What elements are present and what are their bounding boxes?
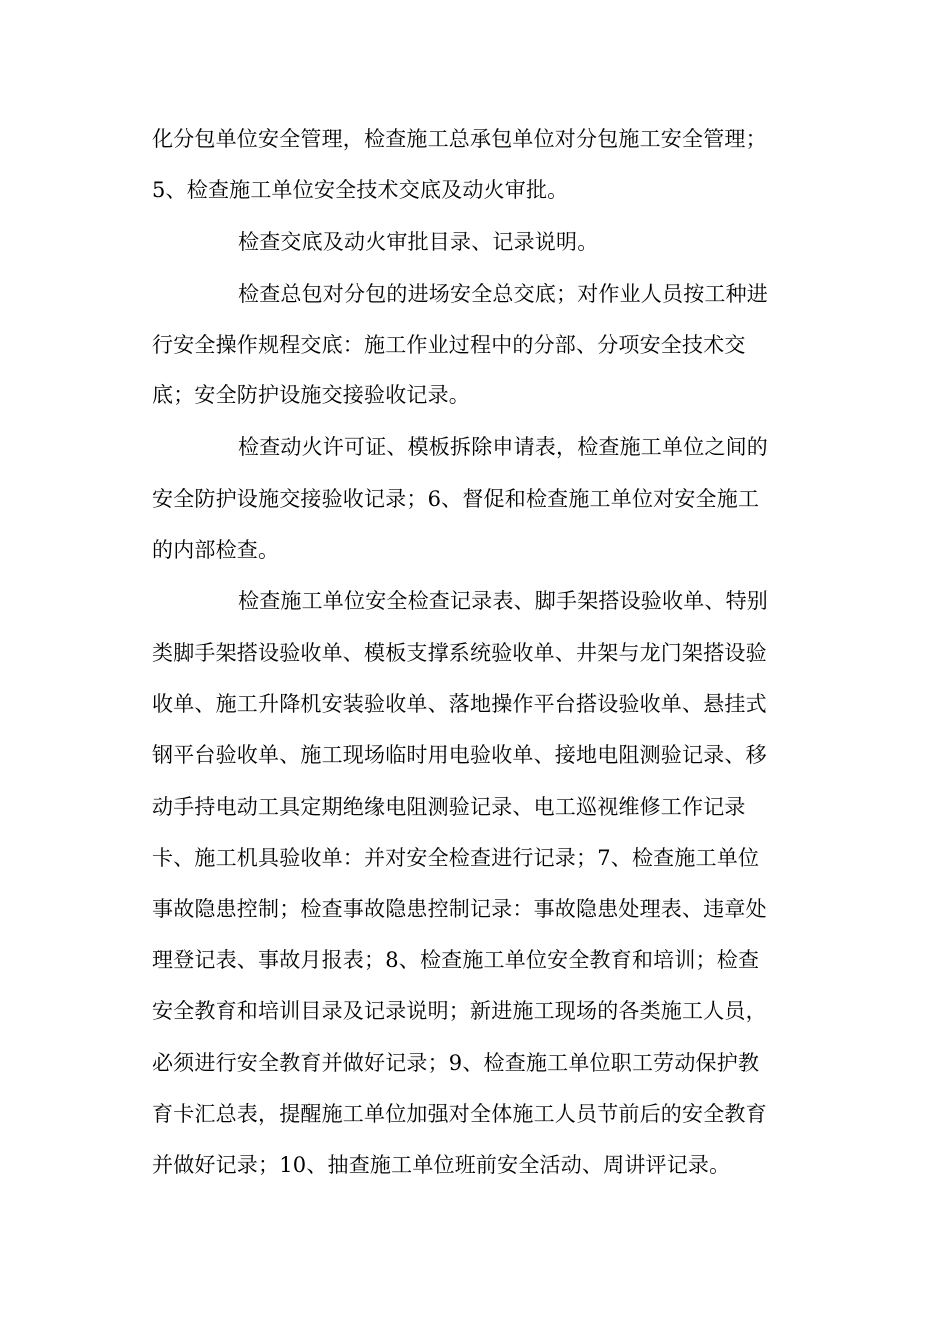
paragraph-first-line: 检查交底及动火审批目录、记录说明。: [238, 230, 599, 254]
text-line: 钢平台验收单、施工现场临时用电验收单、接地电阻测验记录、移: [152, 743, 767, 767]
text-line: 行安全操作规程交底：施工作业过程中的分部、分项安全技术交: [152, 333, 746, 357]
text-line: 并做好记录；10、抽查施工单位班前安全活动、周讲评记录。: [152, 1153, 731, 1177]
text-line: 的内部检查。: [152, 538, 280, 562]
text-line: 化分包单位安全管理，检查施工总承包单位对分包施工安全管理；: [152, 127, 767, 151]
paragraph-first-line: 检查动火许可证、模板拆除申请表，检查施工单位之间的: [238, 435, 768, 459]
text-line: 安全防护设施交接验收记录；6、督促和检查施工单位对安全施工: [152, 487, 760, 511]
text-line: 事故隐患控制；检查事故隐患控制记录：事故隐患处理表、违章处: [152, 897, 767, 921]
text-line: 收单、施工升降机安装验收单、落地操作平台搭设验收单、悬挂式: [152, 692, 767, 716]
text-line: 理登记表、事故月报表；8、检查施工单位安全教育和培训；检查: [152, 948, 760, 972]
text-line: 必须进行安全教育并做好记录；9、检查施工单位职工劳动保护教: [152, 1051, 760, 1075]
text-line: 安全教育和培训目录及记录说明；新进施工现场的各类施工人员，: [152, 999, 767, 1023]
text-line: 底；安全防护设施交接验收记录。: [152, 383, 470, 407]
paragraph-first-line: 检查总包对分包的进场安全总交底；对作业人员按工种进: [238, 282, 768, 306]
text-line: 卡、施工机具验收单：并对安全检查进行记录；7、检查施工单位: [152, 846, 760, 870]
text-line: 类脚手架搭设验收单、模板支撑系统验收单、井架与龙门架搭设验: [152, 641, 767, 665]
paragraph-first-line: 检查施工单位安全检查记录表、脚手架搭设验收单、特别: [238, 589, 768, 613]
text-line: 动手持电动工具定期绝缘电阻测验记录、电工巡视维修工作记录: [152, 795, 746, 819]
text-line: 5、检查施工单位安全技术交底及动火审批。: [152, 178, 569, 202]
text-line: 育卡汇总表，提醒施工单位加强对全体施工人员节前后的安全教育: [152, 1102, 767, 1126]
